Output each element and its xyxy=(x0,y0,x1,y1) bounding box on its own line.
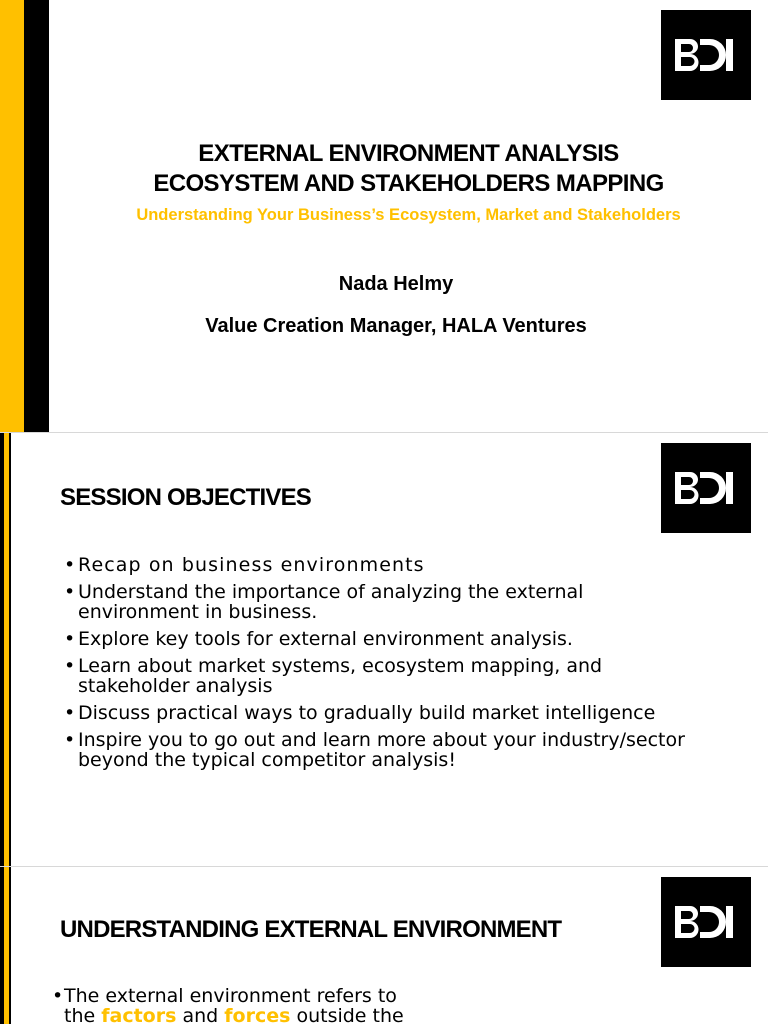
objective-item xyxy=(64,629,704,649)
highlight-factors: factors xyxy=(101,1005,177,1024)
objective-text: Recap on business environments xyxy=(78,554,425,576)
bdi-logo xyxy=(661,10,751,100)
objective-item xyxy=(64,703,704,723)
para-rest: outside the xyxy=(296,1005,404,1024)
accent-bar-black xyxy=(24,0,49,432)
slide-title xyxy=(0,0,768,432)
objective-text: Discuss practical ways to gradually build market intelligence xyxy=(78,702,656,724)
presenter-role: Value Creation Manager, HALA Ventures xyxy=(205,315,587,337)
objective-text: Learn about market systems, ecosystem mapping, and stakeholder analysis xyxy=(78,655,603,697)
para-and: and xyxy=(182,1005,219,1024)
slide-external-environment xyxy=(0,867,768,1024)
bdi-logo-icon xyxy=(675,39,737,71)
objective-item xyxy=(64,730,704,770)
accent-bar-black-edge xyxy=(9,867,11,1024)
definition-paragraph xyxy=(52,986,444,1024)
objectives-list xyxy=(64,555,704,777)
objective-text: Inspire you to go out and learn more about your industry/sector beyond the typical competitor analysis! xyxy=(78,729,685,771)
presenter-name: Nada Helmy xyxy=(338,273,454,295)
bdi-logo-icon xyxy=(675,472,737,504)
accent-bar-yellow xyxy=(0,0,24,432)
objective-item xyxy=(64,582,704,622)
slide-objectives xyxy=(0,433,768,866)
bdi-logo-icon xyxy=(675,906,737,938)
para-line-1: The external environment refers to xyxy=(64,985,397,1007)
accent-bar-black-edge xyxy=(9,433,11,866)
highlight-forces: forces xyxy=(224,1005,291,1024)
title-line-1: EXTERNAL ENVIRONMENT ANALYSIS xyxy=(198,140,619,167)
bdi-logo xyxy=(661,443,751,533)
subtitle: Understanding Your Business’s Ecosystem, Market and Stakeholders xyxy=(136,206,681,224)
objective-item xyxy=(64,656,704,696)
objective-text: Explore key tools for external environment analysis. xyxy=(78,628,573,650)
section-heading: SESSION OBJECTIVES xyxy=(60,484,312,511)
bdi-logo xyxy=(661,877,751,967)
para-the: the xyxy=(64,1005,96,1024)
title-line-2: ECOSYSTEM AND STAKEHOLDERS MAPPING xyxy=(153,170,664,197)
objective-item xyxy=(64,555,704,575)
objective-text: Understand the importance of analyzing the external environment in business. xyxy=(78,581,584,623)
section-heading: UNDERSTANDING EXTERNAL ENVIRONMENT xyxy=(60,916,562,943)
